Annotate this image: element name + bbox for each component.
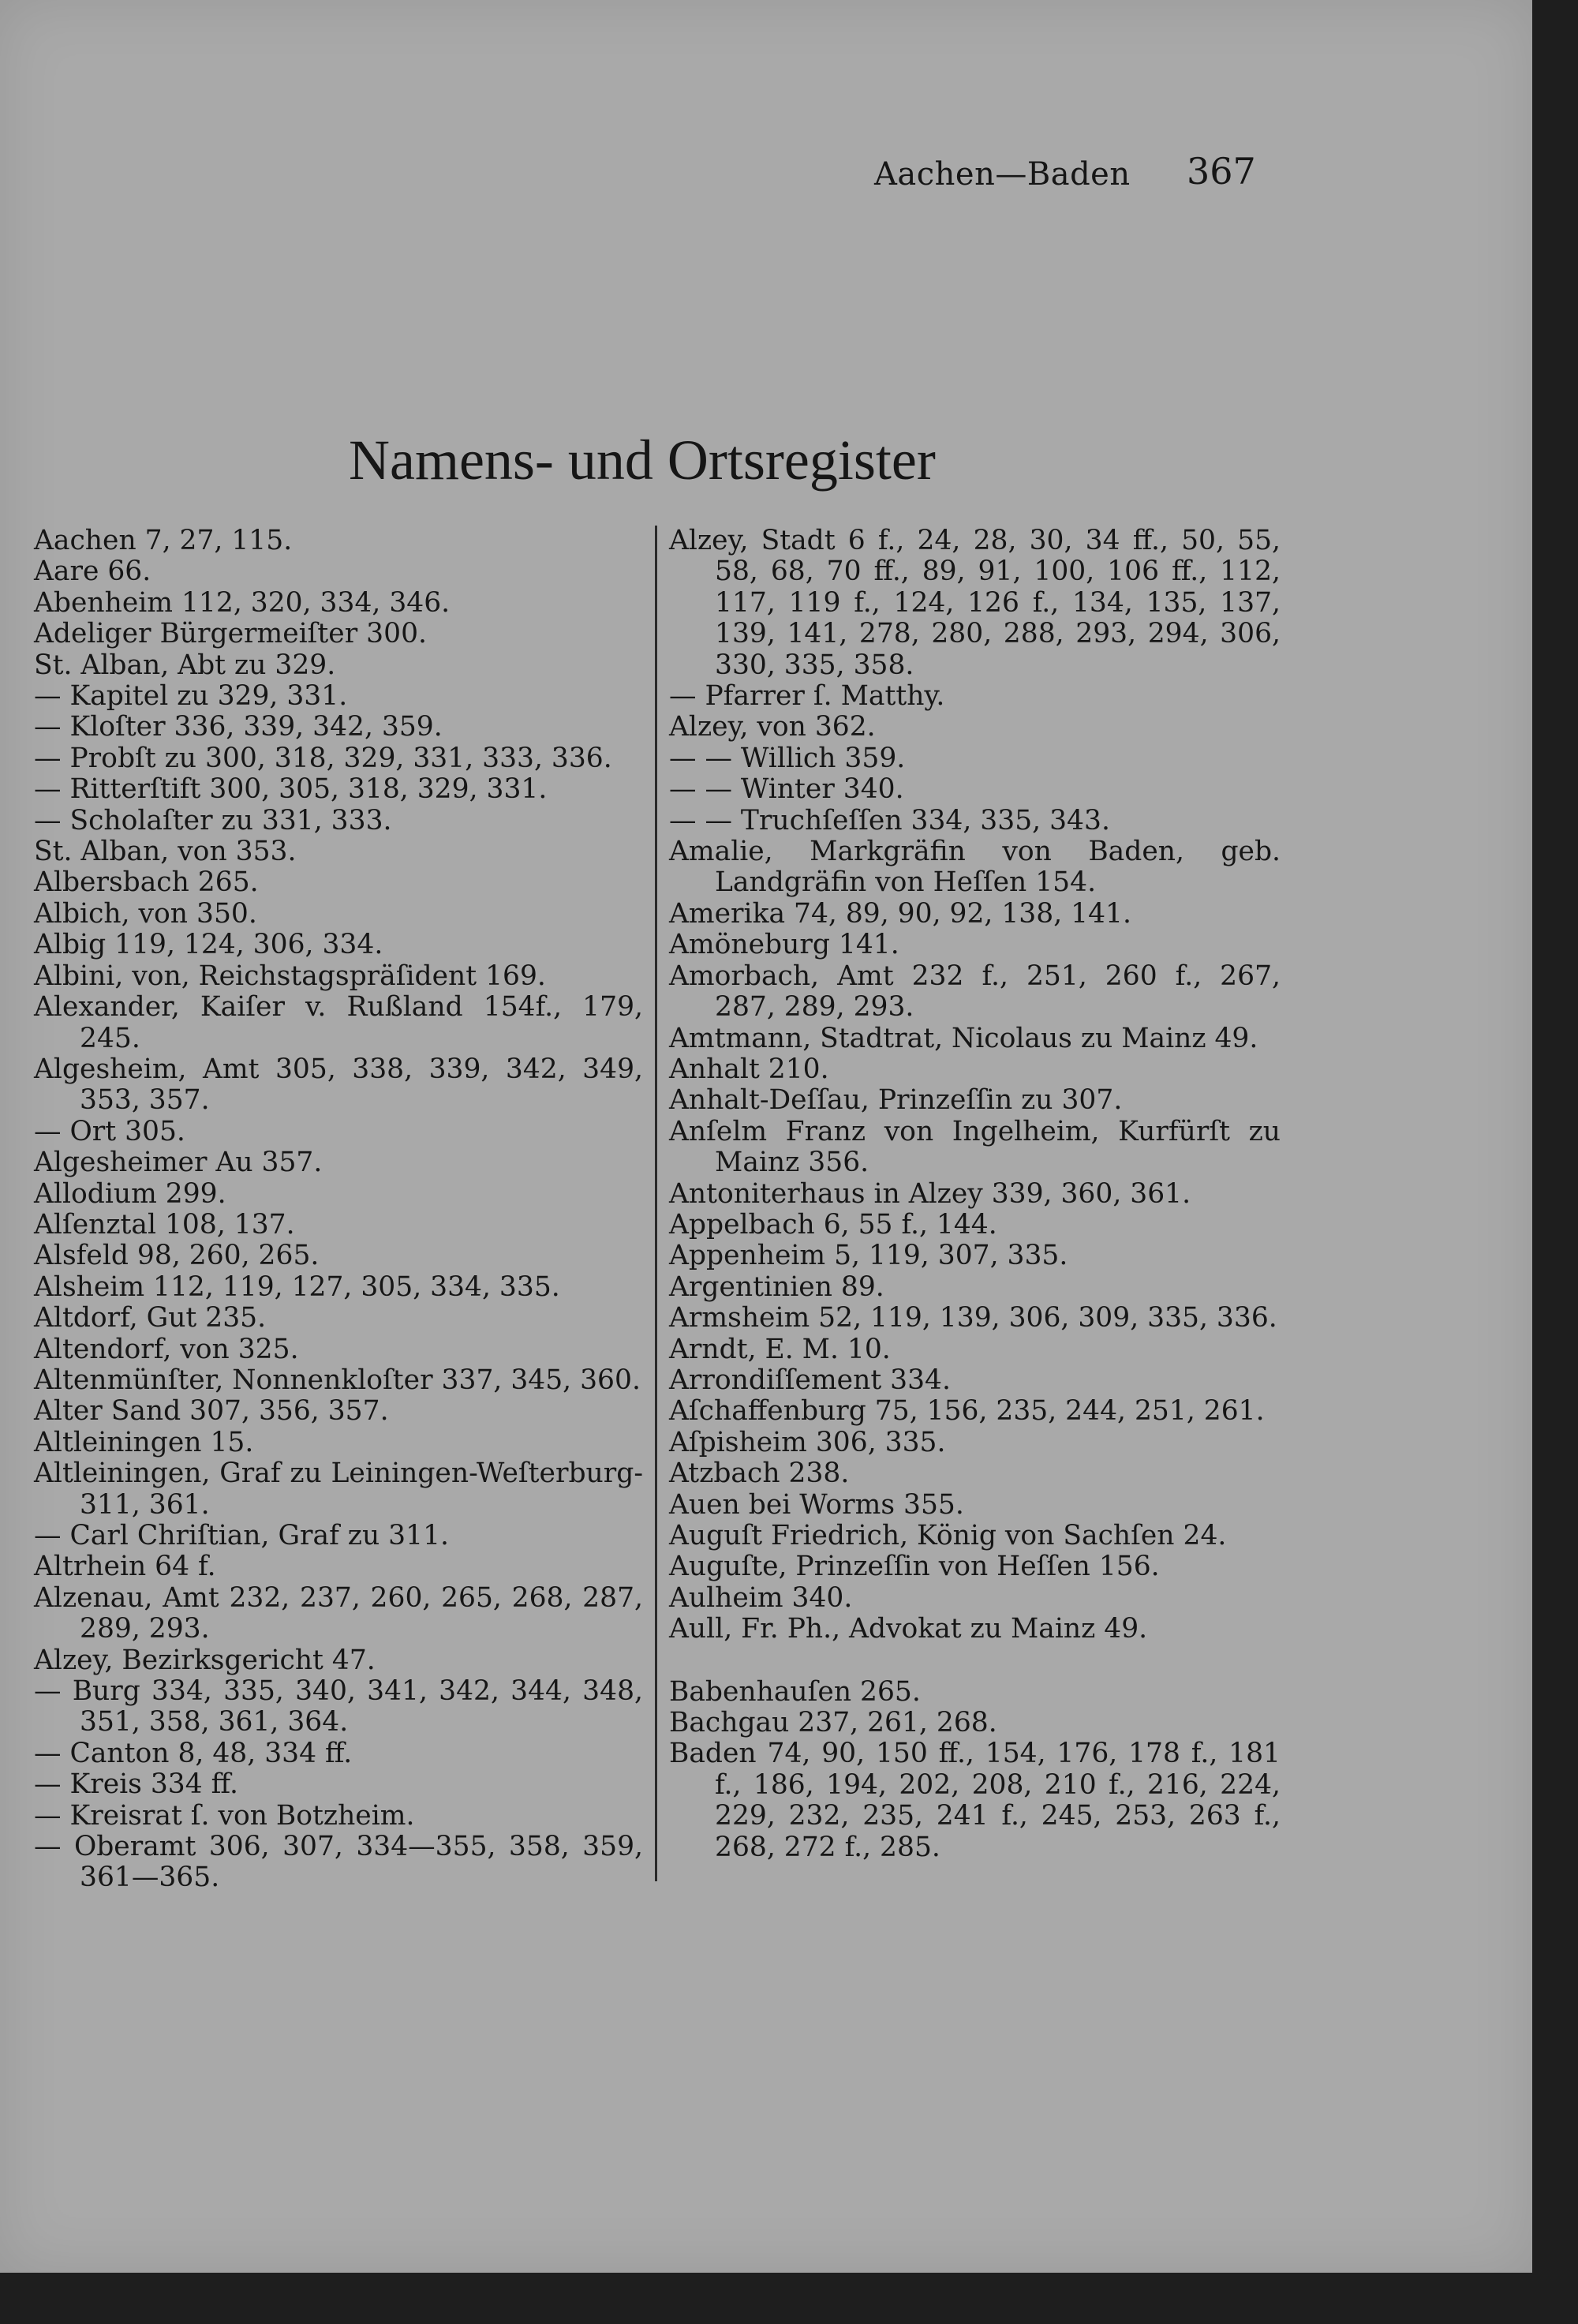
index-entry: Auguſte, Prinzeſſin von Heſſen 156. [669,1551,1160,1583]
page-number: 367 [1187,150,1256,193]
index-entry: — Scholaſter zu 331, 333. [34,804,392,836]
running-head: Aachen—Baden [874,156,1131,193]
index-entry: Arndt, E. M. 10. [669,1333,891,1365]
index-entry: — Kreisrat ſ. von Botzheim. [34,1799,415,1832]
index-entry: — — Willich 359. [669,742,906,774]
index-entry: Appelbach 6, 55 f., 144. [669,1208,997,1241]
index-entry: Atzbach 238. [669,1458,850,1490]
index-entry: — Pfarrer ſ. Matthy. [669,680,945,713]
index-entry: Aſpisheim 306, 335. [669,1426,946,1458]
index-entry: Alzey, Stadt 6 f., 24, 28, 30, 34 ff., 50, 55, 58, 68, 70 ff., 89, 91, 100, 106 ff., 112, 117, 119 f., 124, 126 f., 134, 135, 137, 139, 141, 278, 280, 288, 293, 294, 306, 330, 335, 358. [669,525,1281,681]
index-entry: Altleiningen 15. [34,1426,254,1458]
index-entry: — Canton 8, 48, 334 ff. [34,1737,353,1769]
index-entry: — Ritterſtift 300, 305, 318, 329, 331. [34,773,548,806]
index-entry: Amorbach, Amt 232 f., 251, 260 f., 267, 287, 289, 293. [669,960,1281,1024]
index-entry: Alzey, Bezirksgericht 47. [34,1644,376,1676]
index-section-b [669,1677,1281,1863]
index-entry: Alexander, Kaiſer v. Rußland 154f., 179, 245. [34,991,643,1054]
index-entry: — Oberamt 306, 307, 334—355, 358, 359, 361—365. [34,1831,643,1894]
index-entry: Alzey, von 362. [669,711,876,743]
index-entry: Altleiningen, Graf zu Leiningen-Weſterburg- 311, 361. [34,1458,643,1521]
index-entry: St. Alban, Abt zu 329. [34,649,336,681]
index-entry: Algesheim, Amt 305, 338, 339, 342, 349, 353, 357. [34,1053,643,1117]
index-column-right [669,526,1281,1863]
index-entry: Aſchaffenburg 75, 156, 235, 244, 251, 261. [669,1395,1265,1428]
column-divider [655,526,657,1881]
index-entry: Amalie, Markgräfin von Baden, geb. Landgräfin von Heſſen 154. [669,836,1281,899]
index-section-a [669,526,1281,1645]
index-entry: — Ort 305. [34,1115,185,1147]
index-entry: — Carl Chriſtian, Graf zu 311. [34,1520,449,1551]
index-entry: Amöneburg 141. [669,929,899,961]
index-entry: Abenheim 112, 320, 334, 346. [34,586,451,619]
index-entry: Amerika 74, 89, 90, 92, 138, 141. [669,897,1131,930]
page-title: Namens- und Ortsregister [349,428,936,492]
index-entry: Algesheimer Au 357. [34,1147,323,1179]
index-column-left [34,526,643,1894]
index-entry: Altrhein 64 f. [34,1551,216,1583]
index-entry: — Kreis 334 ff. [34,1768,238,1801]
index-entry: Albini, von, Reichstagspräſident 169. [34,960,546,992]
index-entry: Alsheim 112, 119, 127, 305, 334, 335. [34,1271,560,1303]
index-entry: St. Alban, von 353. [34,836,297,868]
index-entry: Baden 74, 90, 150 ff., 154, 176, 178 f., 181 f., 186, 194, 202, 208, 210 f., 216, 224, 229, 232, 235, 241 f., 245, 253, 263 f., 268, 272 f., 285. [669,1738,1281,1863]
index-entry: Bachgau 237, 261, 268. [669,1707,997,1739]
index-entry: Armsheim 52, 119, 139, 306, 309, 335, 336. [669,1302,1277,1334]
index-entry: Antoniterhaus in Alzey 339, 360, 361. [669,1177,1191,1210]
index-entry: — Probſt zu 300, 318, 329, 331, 333, 336. [34,742,612,774]
index-entry: Alsfeld 98, 260, 265. [34,1240,320,1272]
index-entry: Babenhauſen 265. [669,1675,921,1708]
index-entry: Altenmünſter, Nonnenkloſter 337, 345, 360. [34,1364,641,1396]
index-entry: Aachen 7, 27, 115. [34,525,293,556]
index-entry: Allodium 299. [34,1177,226,1210]
index-entry: Alſenztal 108, 137. [34,1208,295,1241]
index-entry: Amtmann, Stadtrat, Nicolaus zu Mainz 49. [669,1022,1258,1054]
index-entry: — Kloſter 336, 339, 342, 359. [34,711,443,743]
index-entry: Altdorf, Gut 235. [34,1302,267,1334]
index-entry: Arrondiſſement 334. [669,1364,951,1396]
index-entry: Albich, von 350. [34,897,257,930]
index-entry: Adeliger Bürgermeiſter 300. [34,618,427,650]
section-gap [669,1645,1281,1677]
index-entry: Auen bei Worms 355. [669,1488,964,1521]
index-entry: Anhalt-Deſſau, Prinzeſſin zu 307. [669,1084,1123,1117]
index-entry: — Burg 334, 335, 340, 341, 342, 344, 348, 351, 358, 361, 364. [34,1675,643,1738]
index-entry: Auguſt Friedrich, König von Sachſen 24. [669,1520,1227,1551]
index-entry: Altendorf, von 325. [34,1333,299,1365]
index-entry: Aull, Fr. Ph., Advokat zu Mainz 49. [669,1613,1148,1645]
index-entry: Alter Sand 307, 356, 357. [34,1395,389,1428]
index-entry: Albig 119, 124, 306, 334. [34,929,383,961]
index-entry: Alzenau, Amt 232, 237, 260, 265, 268, 287, 289, 293. [34,1581,643,1645]
index-entry: Anhalt 210. [669,1053,829,1085]
index-entry: — Kapitel zu 329, 331. [34,680,348,713]
index-entry: Aare 66. [34,556,151,588]
index-entry: — — Winter 340. [669,773,904,806]
index-entry: Anſelm Franz von Ingelheim, Kurfürſt zu Mainz 356. [669,1115,1281,1179]
index-entry: Argentinien 89. [669,1271,884,1303]
index-entry: Appenheim 5, 119, 307, 335. [669,1240,1068,1272]
index-entry: Aulheim 340. [669,1581,853,1614]
index-entry: — — Truchſeſſen 334, 335, 343. [669,804,1110,836]
index-entry: Albersbach 265. [34,866,259,899]
